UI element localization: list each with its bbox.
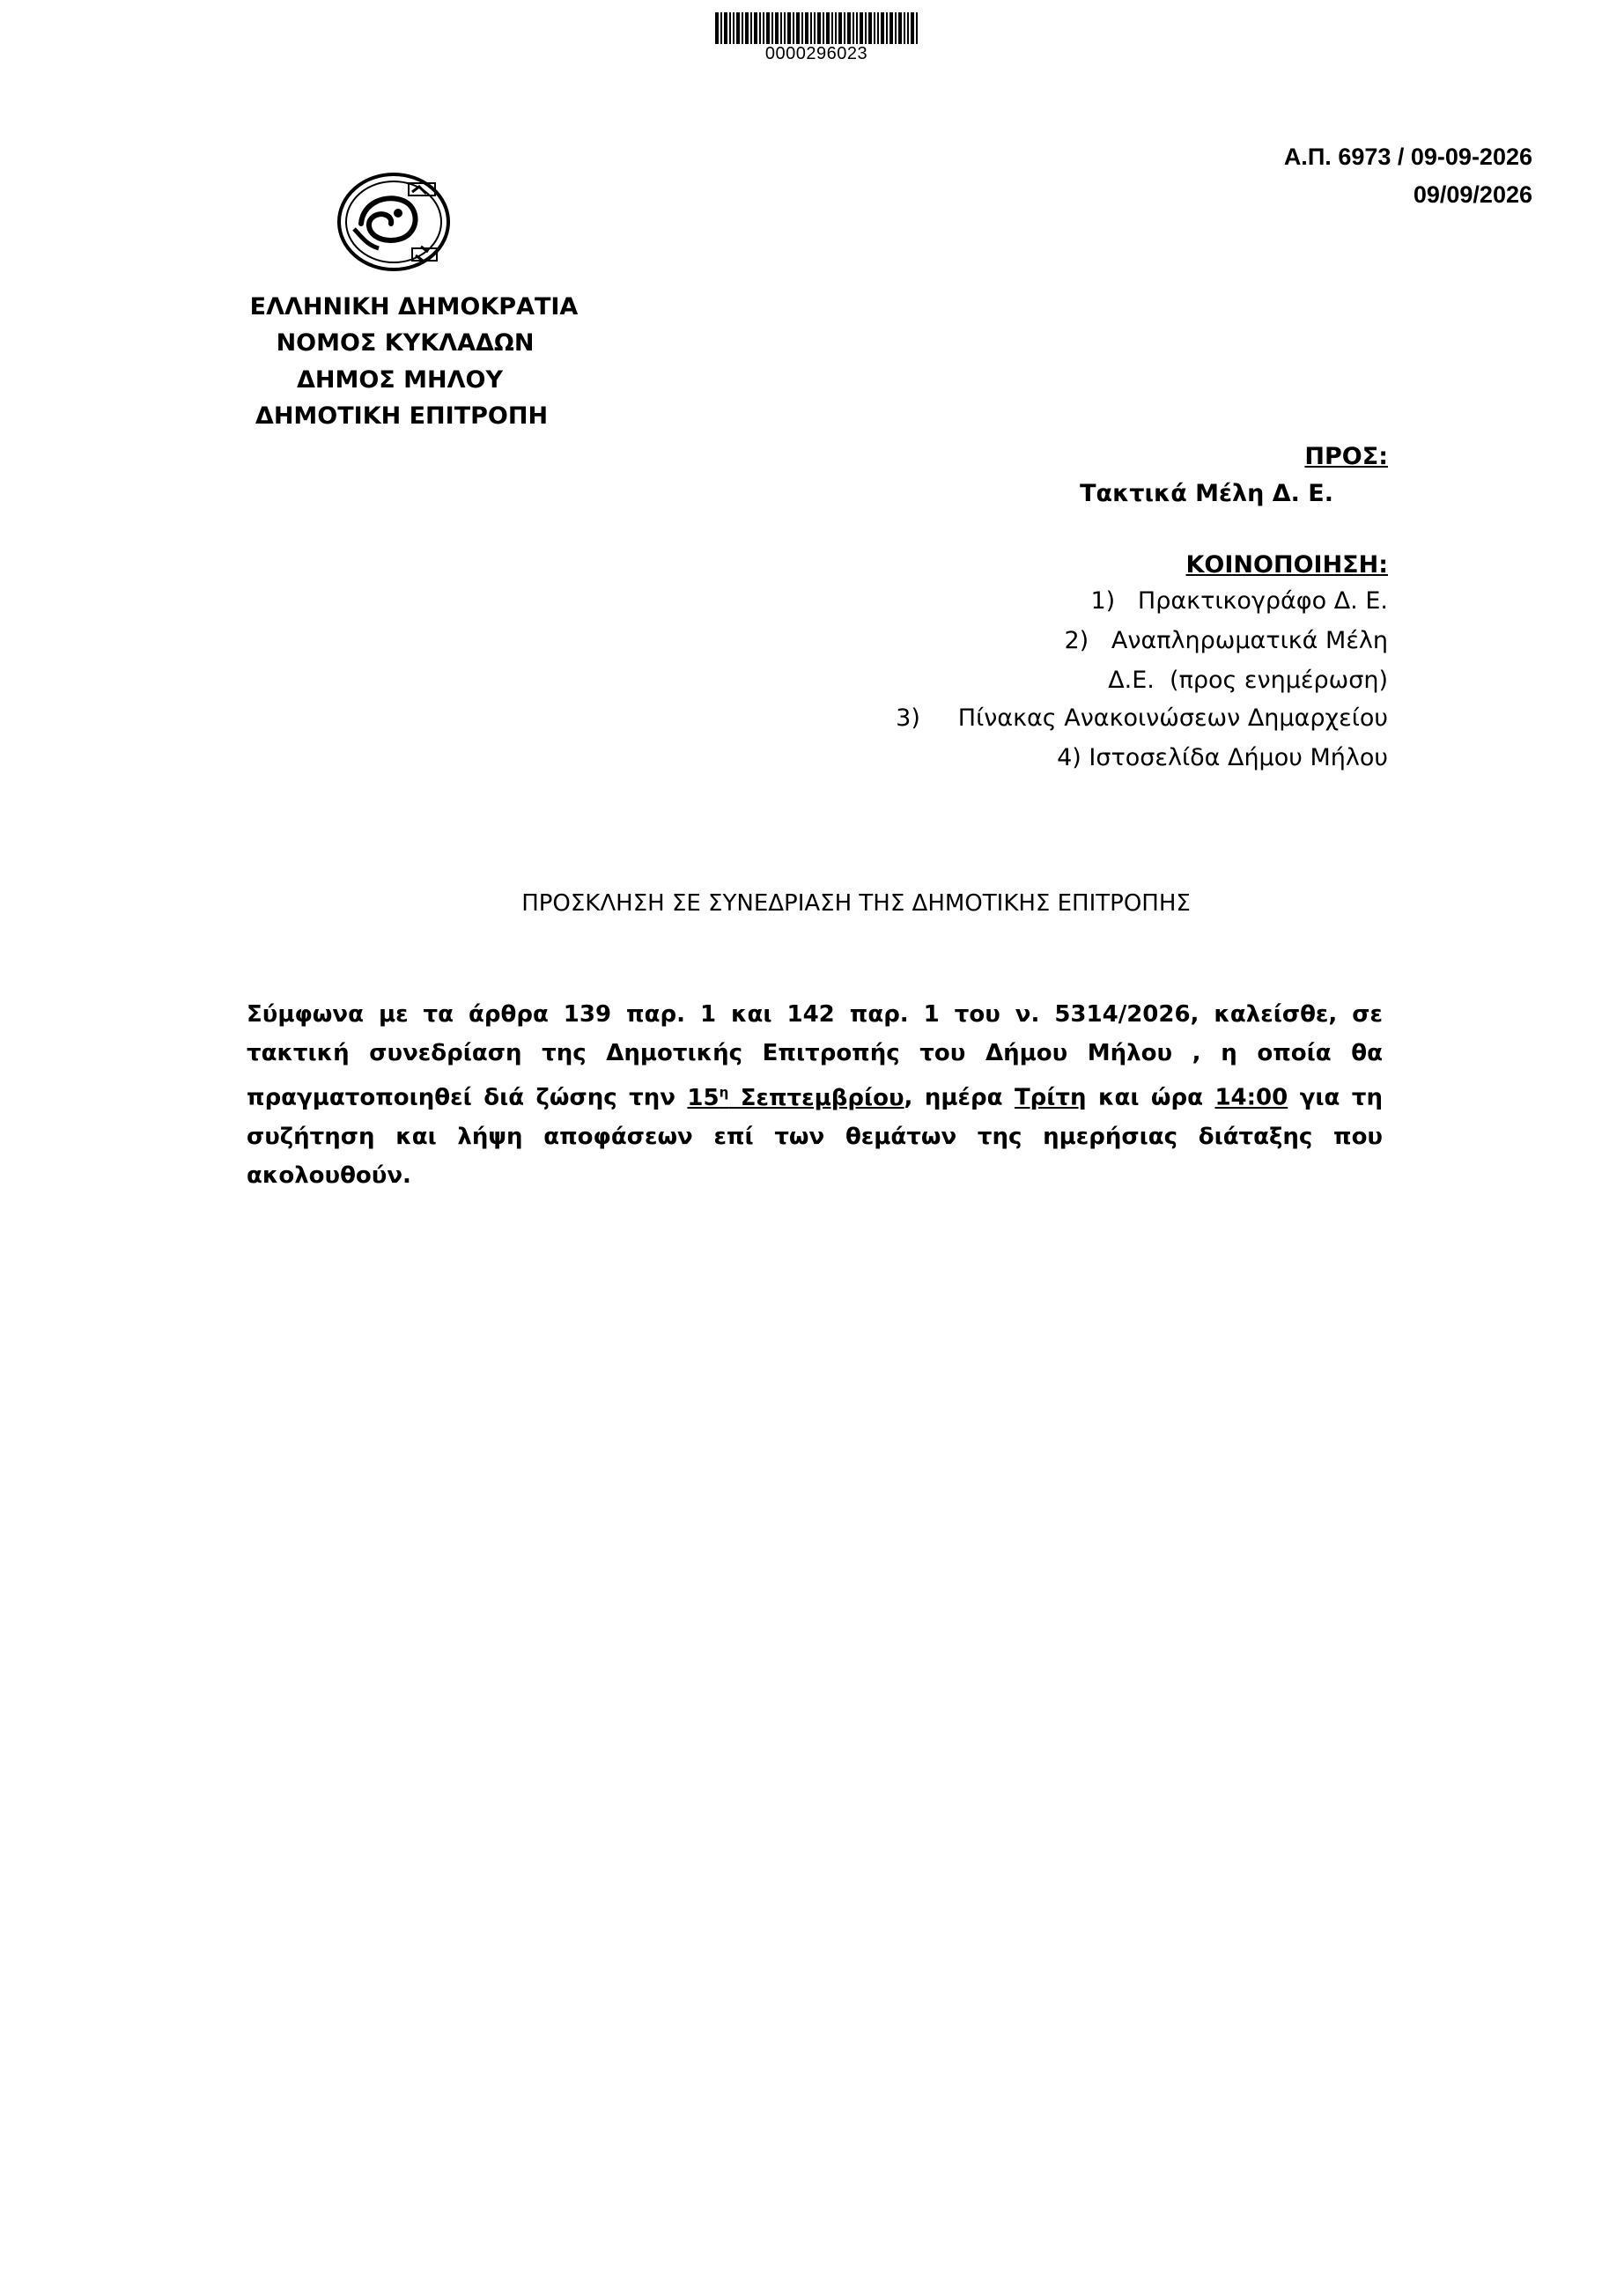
- protocol-number: Α.Π. 6973 / 09-09-2026: [1283, 144, 1532, 170]
- cc-heading: ΚΟΙΝΟΠΟΙΗΣΗ:: [1185, 551, 1388, 579]
- document-title: [0, 890, 1624, 917]
- cc-item: 2) Αναπληρωματικά Μέλη: [1064, 627, 1388, 654]
- body-part-4: για τη συζήτηση και λήψη αποφάσεων επί των θεμάτων της ημερήσιας διάταξης που ακολουθούν.: [247, 1084, 1383, 1189]
- to-heading: ΠΡΟΣ:: [1304, 443, 1388, 470]
- document-date: 09/09/2026: [1413, 181, 1532, 208]
- cc-item: 3) Πίνακας Ανακοινώσεων Δημαρχείου: [896, 704, 1388, 732]
- meeting-date: $15^\eta$ Σεπτεμβρίου: [687, 1084, 904, 1111]
- body-part-2: , ημέρα: [904, 1084, 1015, 1111]
- body-part-3: και ώρα: [1086, 1084, 1215, 1111]
- meeting-time: 14:00: [1214, 1084, 1288, 1111]
- cc-item: Δ.Ε. (προς ενημέρωση): [1108, 667, 1388, 694]
- issuer-country: ΕΛΛΗΝΙΚΗ ΔΗΜΟΚΡΑΤΙΑ: [249, 293, 579, 321]
- cc-item: 1) Πρακτικογράφο Δ. Ε.: [1090, 587, 1388, 615]
- meeting-weekday: Τρίτη: [1014, 1084, 1087, 1111]
- ancient-coin-emblem-icon: [335, 171, 453, 273]
- to-recipients: Τακτικά Μέλη Δ. Ε.: [1080, 480, 1333, 507]
- cc-item: 4) Ιστοσελίδα Δήμου Μήλου: [1057, 744, 1388, 771]
- body-paragraph: [247, 995, 1383, 1195]
- issuer-committee: ΔΗΜΟΤΙΚΗ ΕΠΙΤΡΟΠΗ: [255, 402, 549, 430]
- barcode-icon: [715, 12, 918, 44]
- issuer-municipality: ΔΗΜΟΣ ΜΗΛΟΥ: [296, 366, 504, 394]
- barcode-number: 0000296023: [764, 44, 868, 63]
- body-part-1: Σύμφωνα με τα άρθρα 139 παρ. 1 και 142 παρ. 1 του ν. 5314/2026, καλείσθε, σε τακτική συνεδρίαση της Δημοτικής Επιτροπής του Δήμου Μήλου , η οποία θα πραγματοποιηθεί διά ζώσης την: [247, 1001, 1383, 1111]
- issuer-prefecture: ΝΟΜΟΣ ΚΥΚΛΑΔΩΝ: [276, 329, 535, 357]
- document-title-text: ΠΡΟΣΚΛΗΣΗ ΣΕ ΣΥΝΕΔΡΙΑΣΗ ΤΗΣ ΔΗΜΟΤΙΚΗΣ ΕΠΙΤΡΟΠΗΣ: [521, 890, 1191, 917]
